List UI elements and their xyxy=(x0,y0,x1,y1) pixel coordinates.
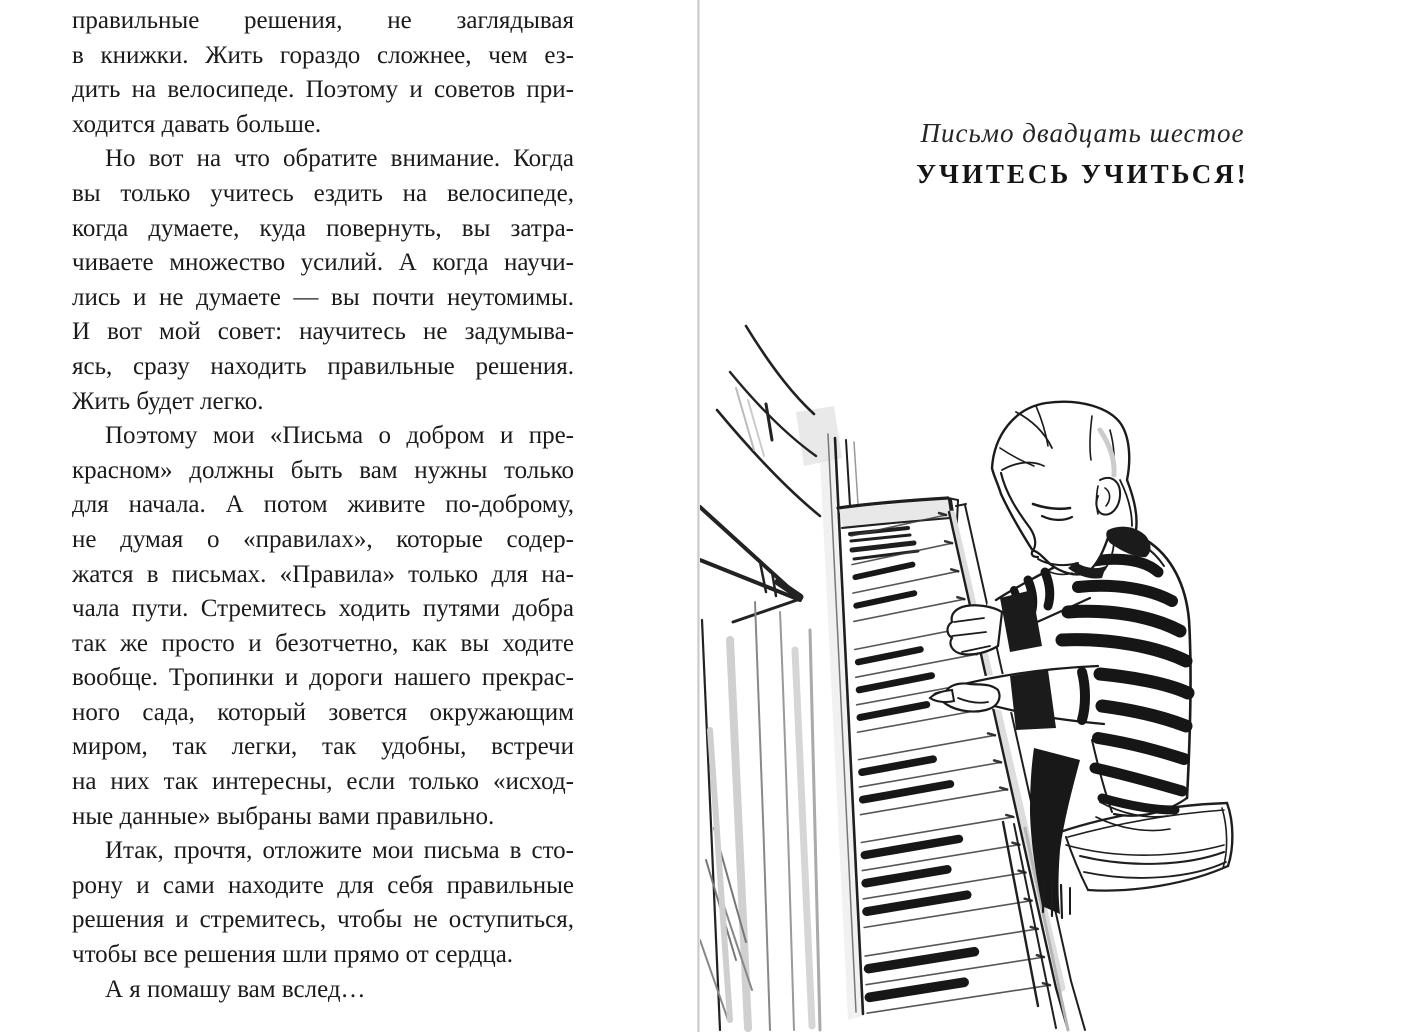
paragraph xyxy=(72,142,574,419)
text-line: не думая о «правилах», которые содер- xyxy=(72,525,574,553)
text-line: жатся в письмах. «Правила» только для на- xyxy=(72,560,574,588)
text-line: Итак, прочтя, отложите мои письма в сто- xyxy=(105,837,574,865)
text-line: чтобы все решения шли прямо от сердца. xyxy=(72,941,514,969)
text-line: чала пути. Стремитесь ходить путями добра xyxy=(72,595,574,623)
text-line: когда думаете, куда повернуть, вы затра- xyxy=(72,214,574,242)
boy-figure xyxy=(930,402,1192,918)
text-line: чиваете множество усилий. А когда научи- xyxy=(72,249,574,277)
boy-at-piano-illustration xyxy=(700,300,1410,1032)
text-line: на них так интересны, если только «исход- xyxy=(72,768,574,796)
text-line: в книжки. Жить гораздо сложнее, чем ез- xyxy=(72,41,574,69)
text-line: ного сада, который зовется окружающим xyxy=(72,698,574,726)
text-line: Но вот на что обратите внимание. Когда xyxy=(105,145,574,173)
text-line: правильные решения, не заглядывая xyxy=(72,7,574,34)
text-line: А я помашу вам вслед… xyxy=(105,975,366,1003)
paragraph xyxy=(72,4,574,142)
text-line: рону и сами находите для себя правильные xyxy=(72,871,574,899)
letter-title: УЧИТЕСЬ УЧИТЬСЯ! xyxy=(916,159,1249,189)
text-line: Жить будет легко. xyxy=(72,387,264,415)
text-line: И вот мой совет: научитесь не задумыва- xyxy=(72,318,574,346)
text-line: красном» должны быть вам нужны только xyxy=(72,456,574,484)
text-line: так же просто и безотчетно, как вы ходите xyxy=(72,629,574,657)
text-line: ясь, сразу находить правильные решения. xyxy=(72,352,574,380)
paragraph xyxy=(72,419,574,834)
letter-number-label: Письмо двадцать шестое xyxy=(920,118,1245,148)
paragraph xyxy=(72,973,574,1008)
piano-side-panel xyxy=(700,326,862,1030)
text-line: лись и не думаете — вы почти неутомимы. xyxy=(72,283,574,311)
text-line: Поэтому мои «Письма о добром и пре- xyxy=(105,422,574,450)
text-line: решения и стремитесь, чтобы не оступиться, xyxy=(72,906,574,934)
text-line: дить на велосипеде. Поэтому и советов при- xyxy=(72,76,574,104)
text-line: для начала. А потом живите по-доброму, xyxy=(72,491,574,519)
text-line: вы только учитесь ездить на велосипеде, xyxy=(72,179,574,207)
text-line: ходится давать больше. xyxy=(72,110,322,138)
left-page-text xyxy=(72,4,574,1007)
text-line: миром, так легки, так удобны, встречи xyxy=(72,733,574,761)
text-line: вообще. Тропинки и дороги нашего прекрас- xyxy=(72,664,574,692)
paragraph xyxy=(72,834,574,972)
right-page-header xyxy=(700,118,1410,190)
text-line: ные данные» выбраны вами правильно. xyxy=(72,802,495,830)
